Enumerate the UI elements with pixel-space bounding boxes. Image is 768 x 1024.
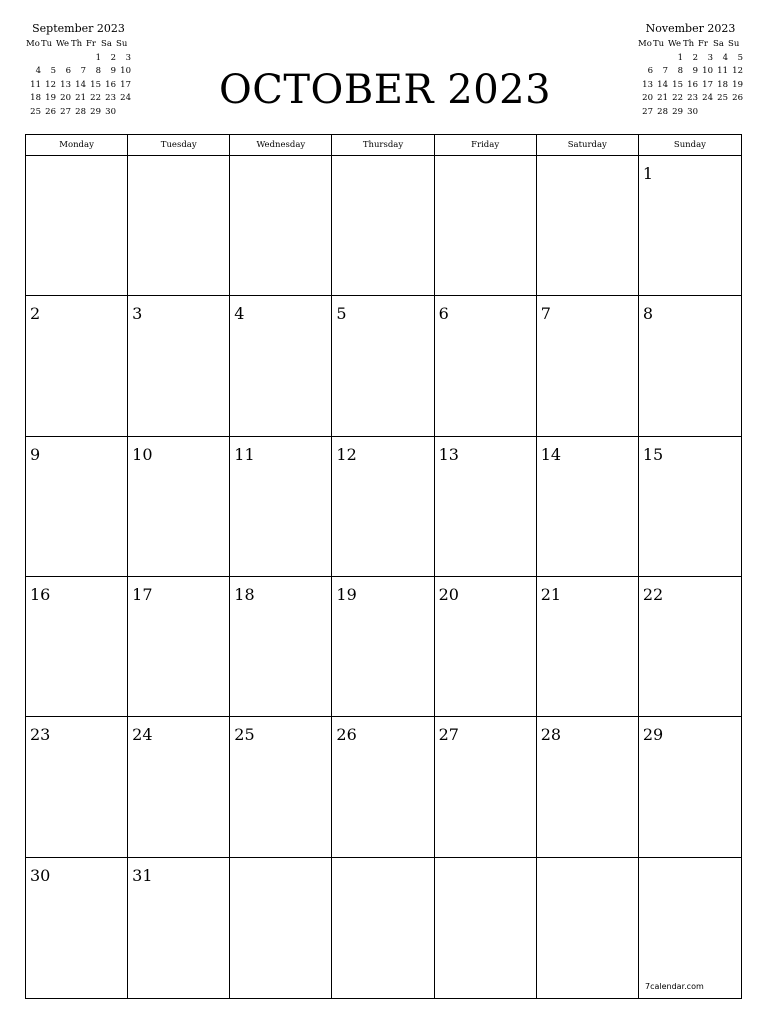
day-cell[interactable] [332, 296, 434, 436]
mini-prev-date: 9 [110, 66, 116, 76]
day-number: 11 [234, 444, 255, 464]
mini-next-date [638, 52, 653, 66]
mini-prev-date: 25 [30, 106, 41, 117]
day-cell[interactable] [537, 577, 639, 717]
mini-next-date: 23 [687, 93, 698, 103]
day-cell[interactable] [537, 717, 639, 857]
day-cell[interactable] [537, 156, 639, 296]
day-cell[interactable] [537, 296, 639, 436]
mini-calendar-next-grid [638, 38, 743, 119]
day-number: 13 [438, 444, 459, 464]
day-number: 10 [132, 444, 153, 464]
mini-next-date: 30 [687, 106, 698, 117]
day-cell[interactable] [332, 156, 434, 296]
day-cell[interactable] [128, 296, 230, 436]
mini-prev-date: 1 [95, 52, 101, 63]
mini-prev-date [26, 52, 41, 66]
mini-next-date: 11 [717, 66, 728, 76]
mini-prev-date: 19 [45, 93, 56, 103]
mini-prev-date: 15 [90, 79, 101, 90]
day-number: 25 [234, 725, 255, 745]
mini-calendar-prev [26, 22, 131, 119]
mini-next-date [728, 106, 743, 120]
mini-calendar-next [638, 22, 743, 119]
mini-next-day-header: Mo [638, 39, 652, 49]
mini-next-date: 4 [722, 52, 728, 63]
day-number: 31 [132, 865, 153, 885]
day-cell[interactable] [435, 858, 537, 998]
weeks-grid [26, 156, 741, 998]
mini-prev-date: 8 [95, 66, 101, 76]
mini-next-date [653, 52, 668, 66]
day-number: 3 [132, 304, 143, 324]
mini-prev-date: 21 [75, 93, 86, 103]
weekday-header-row [26, 135, 741, 156]
day-cell[interactable] [26, 156, 128, 296]
day-cell[interactable] [332, 717, 434, 857]
day-number: 27 [438, 725, 459, 745]
day-cell[interactable] [230, 858, 332, 998]
page-title: OCTOBER 2023 [218, 67, 552, 113]
day-number: 6 [438, 304, 449, 324]
day-number: 26 [336, 725, 357, 745]
mini-next-date: 25 [717, 93, 728, 103]
mini-prev-date: 12 [45, 79, 56, 90]
mini-prev-date: 7 [80, 66, 86, 76]
weekday-header-monday: Monday [26, 135, 128, 155]
mini-prev-date: 14 [75, 79, 86, 90]
month-grid [25, 134, 742, 999]
day-cell[interactable] [128, 717, 230, 857]
mini-prev-date: 11 [30, 79, 41, 90]
mini-prev-date: 26 [45, 106, 56, 117]
weekday-header-saturday: Saturday [537, 135, 639, 155]
day-cell[interactable] [332, 858, 434, 998]
day-number: 8 [642, 304, 654, 324]
mini-next-date: 2 [692, 52, 698, 63]
weekday-header-friday: Friday [435, 135, 537, 155]
mini-next-date: 6 [647, 66, 653, 76]
mini-prev-date: 20 [60, 93, 71, 103]
mini-calendar-prev-title: September 2023 [32, 22, 125, 35]
mini-prev-date: 5 [50, 66, 56, 76]
mini-prev-date [41, 52, 56, 66]
day-number: 19 [336, 584, 357, 604]
day-cell[interactable] [537, 437, 639, 577]
mini-next-date: 15 [672, 79, 683, 90]
footer-credit: 7calendar.com [645, 982, 704, 991]
day-cell[interactable] [26, 577, 128, 717]
mini-prev-date: 22 [90, 93, 101, 103]
day-number: 22 [642, 584, 664, 604]
weekday-header-tuesday: Tuesday [128, 135, 230, 155]
mini-next-date [713, 106, 728, 120]
day-cell[interactable] [332, 437, 434, 577]
day-number: 16 [30, 584, 51, 604]
mini-next-day-header: Th [683, 39, 695, 49]
day-cell[interactable] [128, 577, 230, 717]
mini-prev-date: 13 [60, 79, 71, 90]
day-number: 14 [540, 444, 562, 464]
mini-next-date: 28 [657, 106, 668, 117]
mini-next-date: 26 [732, 93, 743, 103]
day-number: 12 [336, 444, 357, 464]
mini-prev-date [116, 106, 131, 120]
mini-prev-day-header: Fr [86, 39, 96, 49]
mini-next-date: 20 [642, 93, 653, 103]
day-number: 21 [540, 584, 562, 604]
mini-next-date: 13 [642, 79, 653, 90]
mini-next-date: 10 [702, 66, 713, 76]
day-number: 24 [132, 725, 153, 745]
day-cell[interactable] [230, 717, 332, 857]
mini-next-date: 19 [732, 79, 743, 90]
day-number: 23 [30, 725, 51, 745]
weekday-header-wednesday: Wednesday [230, 135, 332, 155]
mini-next-date: 27 [642, 106, 653, 117]
day-cell[interactable] [639, 437, 741, 577]
mini-next-day-header: Tu [653, 39, 665, 49]
mini-next-date: 12 [732, 66, 743, 76]
mini-next-date: 8 [677, 66, 683, 76]
day-cell[interactable] [230, 296, 332, 436]
mini-prev-day-header: Su [116, 39, 128, 49]
mini-prev-day-header: Tu [41, 39, 53, 49]
mini-prev-day-header: Mo [26, 39, 40, 49]
mini-next-date: 21 [657, 93, 668, 103]
day-cell[interactable] [639, 296, 741, 436]
day-cell[interactable] [128, 858, 230, 998]
mini-next-day-header: Su [728, 39, 740, 49]
day-cell[interactable] [435, 156, 537, 296]
mini-prev-date: 30 [105, 106, 116, 117]
mini-next-date: 5 [737, 52, 743, 63]
mini-prev-date: 23 [105, 93, 116, 103]
mini-next-date: 1 [677, 52, 683, 63]
mini-next-day-header: Fr [698, 39, 708, 49]
day-number: 9 [30, 444, 41, 464]
day-cell[interactable] [128, 437, 230, 577]
day-cell[interactable] [230, 156, 332, 296]
day-cell[interactable] [435, 577, 537, 717]
day-cell[interactable] [128, 156, 230, 296]
mini-next-day-header: We [668, 39, 682, 49]
day-number: 5 [336, 304, 347, 324]
mini-next-date: 17 [702, 79, 713, 90]
day-number: 2 [30, 304, 41, 324]
mini-next-date: 14 [657, 79, 668, 90]
day-cell[interactable] [639, 717, 741, 857]
day-cell[interactable] [230, 577, 332, 717]
mini-calendar-prev-grid [26, 38, 131, 119]
mini-prev-date [71, 52, 86, 66]
mini-prev-date: 2 [110, 52, 116, 63]
mini-prev-date: 10 [120, 66, 131, 76]
mini-prev-date: 18 [30, 93, 41, 103]
day-cell[interactable] [26, 437, 128, 577]
day-cell[interactable] [230, 437, 332, 577]
day-cell[interactable] [435, 437, 537, 577]
day-number: 7 [540, 304, 551, 324]
day-cell[interactable] [639, 577, 741, 717]
day-number: 15 [642, 444, 664, 464]
day-cell[interactable] [435, 296, 537, 436]
day-number: 20 [438, 584, 459, 604]
mini-prev-date: 17 [120, 79, 131, 90]
day-number: 28 [540, 725, 562, 745]
mini-prev-date [56, 52, 71, 66]
day-cell[interactable] [26, 717, 128, 857]
mini-next-date: 7 [662, 66, 668, 76]
day-cell[interactable] [332, 577, 434, 717]
day-cell[interactable] [537, 858, 639, 998]
mini-prev-day-header: Th [71, 39, 83, 49]
day-cell[interactable] [639, 156, 741, 296]
mini-prev-date: 27 [60, 106, 71, 117]
mini-next-date [698, 106, 713, 120]
day-cell[interactable] [639, 858, 741, 998]
mini-next-date: 3 [707, 52, 713, 63]
mini-next-date: 29 [672, 106, 683, 117]
day-number: 1 [642, 164, 654, 183]
mini-prev-day-header: Sa [101, 39, 112, 49]
mini-next-day-header: Sa [713, 39, 724, 49]
day-number: 29 [642, 725, 664, 745]
mini-prev-day-header: We [56, 39, 70, 49]
weekday-header-sunday: Sunday [673, 140, 706, 150]
day-cell[interactable] [26, 296, 128, 436]
mini-prev-date: 29 [90, 106, 101, 117]
day-number: 4 [234, 304, 245, 324]
day-number: 18 [234, 584, 255, 604]
mini-calendar-next-title: November 2023 [645, 22, 736, 35]
mini-prev-date: 16 [105, 79, 116, 90]
mini-prev-date: 24 [120, 93, 131, 103]
mini-next-date: 24 [702, 93, 713, 103]
day-cell[interactable] [26, 858, 128, 998]
weekday-header-thursday: Thursday [332, 135, 434, 155]
mini-prev-date: 6 [65, 66, 71, 76]
mini-prev-date: 28 [75, 106, 86, 117]
mini-next-date: 16 [687, 79, 698, 90]
day-number: 17 [132, 584, 153, 604]
day-cell[interactable] [435, 717, 537, 857]
day-number: 30 [30, 865, 51, 885]
mini-next-date: 9 [692, 66, 698, 76]
mini-next-date: 18 [717, 79, 728, 90]
mini-prev-date: 4 [35, 66, 41, 76]
mini-next-date: 22 [672, 93, 683, 103]
mini-prev-date: 3 [125, 52, 131, 63]
